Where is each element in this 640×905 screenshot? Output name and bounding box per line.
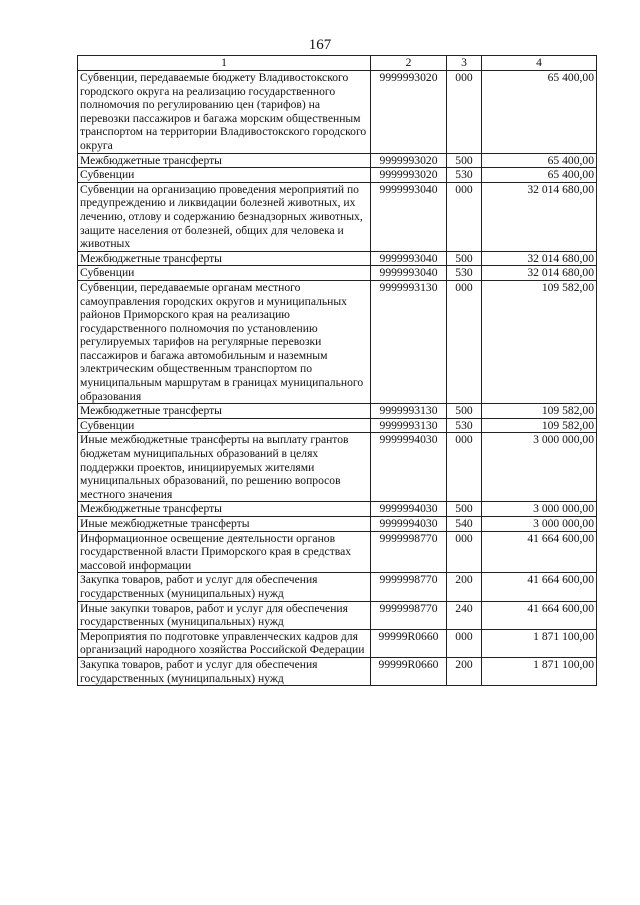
row-code: 9999994030 (371, 502, 447, 517)
row-code: 99999R0660 (371, 629, 447, 657)
row-description: Иные межбюджетные трансферты (78, 517, 371, 532)
row-description: Субвенции на организацию проведения мероприятий по предупреждению и ликвидации болезней животных, их лечению, отлову и содержанию безнадзорных животных, защите населения от болезней, общих для человека и животных (78, 182, 371, 251)
table-row (78, 418, 597, 433)
table-row (78, 404, 597, 419)
row-group: 000 (447, 182, 482, 251)
row-code: 9999998770 (371, 601, 447, 629)
row-description: Межбюджетные трансферты (78, 153, 371, 168)
row-description: Субвенции (78, 168, 371, 183)
row-code: 9999993130 (371, 418, 447, 433)
table-row (78, 629, 597, 657)
row-amount: 41 664 600,00 (482, 531, 597, 573)
row-description: Субвенции, передаваемые органам местного самоуправления городских округов и муниципальных районов Приморского края на реализацию государственного полномочия по установлению регулируемых тарифов на регулярные перевозки пассажиров и багажа автомобильным и наземным электрическим общественным транспортом по муниципальным маршрутам в границах муниципального образования (78, 280, 371, 403)
row-amount: 1 871 100,00 (482, 657, 597, 685)
row-amount: 109 582,00 (482, 280, 597, 403)
table-row (78, 573, 597, 601)
row-description: Межбюджетные трансферты (78, 251, 371, 266)
row-group: 240 (447, 601, 482, 629)
row-amount: 3 000 000,00 (482, 433, 597, 502)
row-group: 540 (447, 517, 482, 532)
row-code: 9999994030 (371, 433, 447, 502)
table-row (78, 168, 597, 183)
row-code: 9999993020 (371, 168, 447, 183)
row-amount: 32 014 680,00 (482, 266, 597, 281)
row-group: 530 (447, 168, 482, 183)
row-amount: 1 871 100,00 (482, 629, 597, 657)
row-description: Межбюджетные трансферты (78, 502, 371, 517)
row-group: 000 (447, 280, 482, 403)
row-code: 9999993040 (371, 266, 447, 281)
row-group: 500 (447, 502, 482, 517)
table-row (78, 517, 597, 532)
page-number: 167 (308, 37, 332, 53)
table-row (78, 153, 597, 168)
column-header: 1 (78, 56, 371, 71)
row-group: 500 (447, 251, 482, 266)
row-amount: 109 582,00 (482, 404, 597, 419)
row-group: 530 (447, 266, 482, 281)
row-code: 9999993020 (371, 71, 447, 154)
row-amount: 32 014 680,00 (482, 251, 597, 266)
row-description: Мероприятия по подготовке управленческих кадров для организаций народного хозяйства Российской Федерации (78, 629, 371, 657)
row-code: 99999R0660 (371, 657, 447, 685)
row-group: 200 (447, 573, 482, 601)
table-row (78, 182, 597, 251)
row-code: 9999993020 (371, 153, 447, 168)
row-group: 000 (447, 629, 482, 657)
row-code: 9999993130 (371, 280, 447, 403)
row-description: Иные закупки товаров, работ и услуг для обеспечения государственных (муниципальных) нужд (78, 601, 371, 629)
row-amount: 65 400,00 (482, 168, 597, 183)
table-row (78, 280, 597, 403)
row-group: 000 (447, 433, 482, 502)
row-amount: 65 400,00 (482, 71, 597, 154)
row-amount: 41 664 600,00 (482, 601, 597, 629)
row-group: 000 (447, 71, 482, 154)
row-description: Межбюджетные трансферты (78, 404, 371, 419)
row-description: Иные межбюджетные трансферты на выплату грантов бюджетам муниципальных образований в целях поддержки проектов, инициируемых жителями муниципальных образований, по решению вопросов местного значения (78, 433, 371, 502)
row-description: Закупка товаров, работ и услуг для обеспечения государственных (муниципальных) нужд (78, 657, 371, 685)
row-description: Информационное освещение деятельности органов государственной власти Приморского края в средствах массовой информации (78, 531, 371, 573)
table-row (78, 251, 597, 266)
row-group: 500 (447, 153, 482, 168)
row-code: 9999998770 (371, 531, 447, 573)
table-row (78, 71, 597, 154)
row-code: 9999993040 (371, 251, 447, 266)
column-header: 3 (447, 56, 482, 71)
row-amount: 32 014 680,00 (482, 182, 597, 251)
row-code: 9999993040 (371, 182, 447, 251)
table-row (78, 502, 597, 517)
table-row (78, 433, 597, 502)
row-group: 000 (447, 531, 482, 573)
row-amount: 65 400,00 (482, 153, 597, 168)
row-amount: 3 000 000,00 (482, 502, 597, 517)
row-description: Субвенции (78, 266, 371, 281)
row-amount: 3 000 000,00 (482, 517, 597, 532)
row-code: 9999994030 (371, 517, 447, 532)
column-header: 4 (482, 56, 597, 71)
table-row (78, 601, 597, 629)
row-group: 500 (447, 404, 482, 419)
row-description: Закупка товаров, работ и услуг для обеспечения государственных (муниципальных) нужд (78, 573, 371, 601)
row-description: Субвенции, передаваемые бюджету Владивостокского городского округа на реализацию государственного полномочия по регулированию цен (тарифов) на перевозки пассажиров и багажа морским общественным транспортом на территории Владивостокского городского округа (78, 71, 371, 154)
row-amount: 41 664 600,00 (482, 573, 597, 601)
budget-table (77, 55, 597, 686)
table-row (78, 531, 597, 573)
header-row (78, 56, 597, 71)
row-code: 9999998770 (371, 573, 447, 601)
row-group: 530 (447, 418, 482, 433)
row-description: Субвенции (78, 418, 371, 433)
row-group: 200 (447, 657, 482, 685)
row-code: 9999993130 (371, 404, 447, 419)
row-amount: 109 582,00 (482, 418, 597, 433)
table-row (78, 266, 597, 281)
table-row (78, 657, 597, 685)
column-header: 2 (371, 56, 447, 71)
